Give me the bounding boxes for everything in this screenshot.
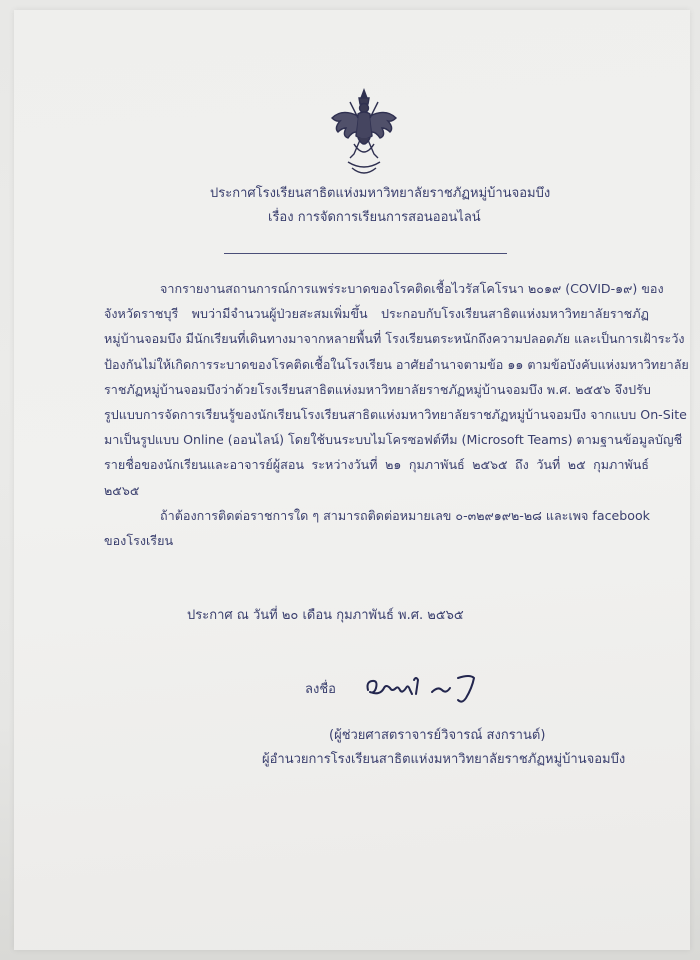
document-page bbox=[14, 10, 690, 950]
body-line: รายชื่อของนักเรียนและอาจารย์ผู้สอน ระหว่างวันที่ ๒๑ กุมภาพันธ์ ๒๕๖๕ ถึง วันที่ ๒๕ กุมภาพันธ์ bbox=[104, 457, 649, 473]
body-line: มาเป็นรูปแบบ Online (ออนไลน์) โดยใช้บนระบบไมโครซอฟต์ทีม (Microsoft Teams) ตามฐานข้อมูลบัญชี bbox=[104, 432, 683, 448]
announcement-date: ประกาศ ณ วันที่ ๒๐ เดือน กุมภาพันธ์ พ.ศ. ๒๕๖๕ bbox=[187, 608, 464, 623]
announcement-body bbox=[104, 276, 689, 553]
announcement-title: ประกาศโรงเรียนสาธิตแห่งมหาวิทยาลัยราชภัฏหมู่บ้านจอมบึง bbox=[210, 186, 551, 201]
body-line: หมู่บ้านจอมบึง มีนักเรียนที่เดินทางมาจากหลายพื้นที่ โรงเรียนตระหนักถึงความปลอดภัย และเป็นการเฝ้าระวัง bbox=[104, 331, 685, 347]
contact-line: ของโรงเรียน bbox=[104, 532, 174, 548]
sign-label: ลงชื่อ bbox=[305, 682, 336, 697]
announcement-subject: เรื่อง การจัดการเรียนการสอนออนไลน์ bbox=[268, 210, 481, 225]
body-line: ป้องกันไม่ให้เกิดการระบาดของโรคติดเชื้อในโรงเรียน อาศัยอำนาจตามข้อ ๑๑ ตามข้อบังคับแห่งมหาวิทยาลัย bbox=[104, 356, 689, 372]
body-line: จังหวัดราชบุรี พบว่ามีจำนวนผู้ป่วยสะสมเพิ่มขึ้น ประกอบกับโรงเรียนสาธิตแห่งมหาวิทยาลัยราชภัฏ bbox=[104, 306, 649, 322]
handwritten-signature bbox=[362, 668, 492, 708]
signer-position: ผู้อำนวยการโรงเรียนสาธิตแห่งมหาวิทยาลัยราชภัฏหมู่บ้านจอมบึง bbox=[262, 752, 626, 767]
title-underline bbox=[224, 253, 507, 254]
body-line: รูปแบบการจัดการเรียนรู้ของนักเรียนโรงเรียนสาธิตแห่งมหาวิทยาลัยราชภัฏหมู่บ้านจอมบึง จากแบบ On-Site bbox=[104, 406, 687, 422]
contact-line: ถ้าต้องการติดต่อราชการใด ๆ สามารถติดต่อหมายเลข ๐-๓๒๙๑๙๒-๒๘ และเพจ facebook bbox=[160, 507, 650, 523]
body-line: จากรายงานสถานการณ์การแพร่ระบาดของโรคติดเชื้อไวรัสโคโรนา ๒๐๑๙ (COVID-๑๙) ของ bbox=[160, 281, 664, 296]
body-line: ๒๕๖๕ bbox=[104, 482, 140, 498]
garuda-emblem-icon bbox=[328, 88, 400, 180]
signer-name: (ผู้ช่วยศาสตราจารย์วิจารณ์ สงกรานต์) bbox=[329, 728, 546, 743]
body-line: ราชภัฏหมู่บ้านจอมบึงว่าด้วยโรงเรียนสาธิตแห่งมหาวิทยาลัยราชภัฏหมู่บ้านจอมบึง พ.ศ. ๒๕๕๖ จึงปรับ bbox=[104, 381, 651, 397]
